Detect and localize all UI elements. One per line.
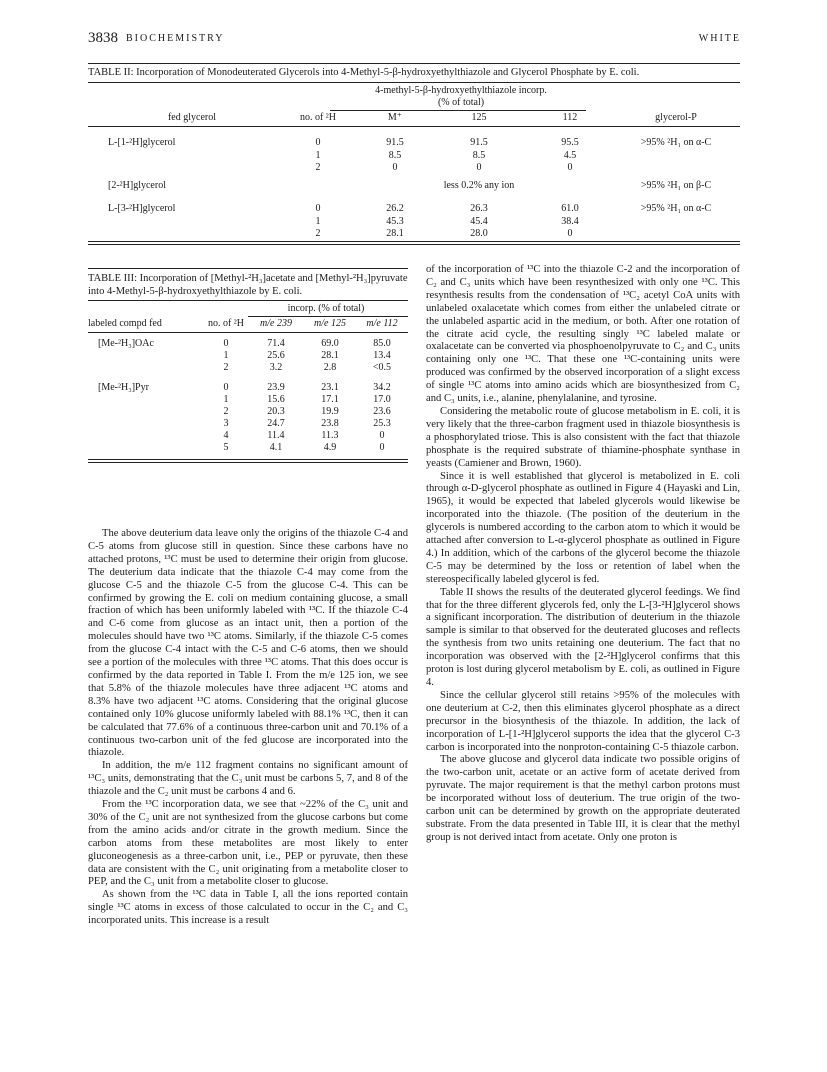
table-row: 1 8.5 8.5 4.5: [315, 149, 577, 161]
table2-group-subheader: (% of total): [437, 97, 485, 108]
table3-top-rule: [88, 268, 408, 269]
left-paragraph: As shown from the ¹³C data in Table I, all the ions reported contain single ¹³C atoms in excess of those calculated to occur in the C₂ and C₃ incorporated units. This increase is a result: [88, 889, 408, 927]
table3-group-rule: [248, 316, 408, 317]
table2-bottom-rule: [88, 241, 740, 245]
left-paragraph: The above deuterium data leave only the origins of the thiazole C-4 and C-5 atoms from glucose still in question. Since these carbons have no attached protons, ¹³C must be used to determine their origin from glucose. The deuterium data indicate that the thiazole C-4 may come from the glucose C-5 and the thiazole C-5 from the glucose C-4. This can be confirmed by growing the E. coli on medium containing glucose, a small fraction of which has been uniformly labeled with ¹³C. If the thiazole C-4 and C-6 come from glucose as an intact unit, then a portion of the molecules should have two ¹³C atoms. Similarly, if the thiazole C-5 comes from the glucose C-4 intact with the C-5 and C-6 atoms, then we should see a portion of the molecules with three ¹³C atoms. That this does occur is confirmed by the data reported in Table I. From the m/e 125 ion, we see that 5.8% of the thiazole molecules have three adjacent ¹³C atoms and 8.3% have two adjacent ¹³C atoms. Considering that the original glucose contained only 10% glucose uniformly labeled with 88.1% ¹³C, then it can be calculated that 77.6% of a continuous three-carbon unit and 70.1% of a continuous two-carbon unit of the fed glucose are incorporated into the thiazole.: [88, 528, 408, 759]
table3-header-rule: [88, 332, 408, 333]
table2-col-no2h: no. of ²H: [299, 112, 337, 123]
page-number: 3838: [88, 30, 118, 46]
table-row: 5 4.1 4.9 0: [223, 442, 385, 453]
table3-body-a: [88, 338, 408, 374]
table2-top-rule: [88, 63, 740, 64]
table3-head: [88, 318, 408, 330]
left-column: [88, 528, 408, 928]
table2-col-112: 112: [562, 112, 578, 123]
table-row: 4 11.4 11.3 0: [223, 430, 385, 441]
table-row: [2-²H]glycerol less 0.2% any ion >95% ²H₁ on β-C: [108, 180, 712, 191]
right-paragraph: of the incorporation of ¹³C into the thiazole C-2 and the incorporation of C₂ and C₃ units which have been resynthesized with only one ¹³C. This resynthesis results from the condensation of ¹³C₂ acetyl CoA units with unlabeled oxalacetate which comes from either the unlabeled citrate or the unlabeled aspartic acid in the medium, or both. After one rotation of the citrate acid cycle, the resulting singly ¹³C labeled malate or oxalacetate can be converted via phosphoenolpyruvate to C₂ and C₃ units containing only one ¹³C. That these one ¹³C-containing units were produced was confirmed by the observed incorporation of a slight excess of single ¹³C atoms into amino acids which are biosynthesized from C₂ and C₃ units, i.e., alanine, phenylalanine, and tyrosine.: [426, 264, 740, 405]
table2-caption-rule: [88, 82, 740, 83]
table2-header-rule: [88, 126, 740, 127]
table-row: 2 3.2 2.8 <0.5: [223, 362, 392, 373]
table2-body-c: [88, 203, 740, 241]
table3-col-cmp: labeled compd fed: [88, 318, 162, 329]
table3-col-112: m/e 112: [366, 318, 398, 329]
right-paragraph: The above glucose and glycerol data indicate two possible origins of the two-carbon unit, acetate or an active form of acetate derived from pyruvate. The major requirement is that the methyl carbon protons must be incorporated without loss of deuterium. The true origin of the two-carbon unit can be determined by growth on the appropriate deuterated substrate. From the data presented in Table III, it is clear that the methyl group is not derived intact from acetate. Only one proton is: [426, 754, 740, 843]
table3-header-row: [88, 318, 408, 330]
table2-col-125: 125: [471, 112, 487, 123]
table2-group-rule: [330, 110, 586, 111]
table3-caption-rule: [88, 300, 408, 301]
table2-col-gp: glycerol-P: [655, 112, 697, 123]
author-name: WHITE: [698, 33, 741, 44]
table2-header-row: [88, 112, 740, 125]
table2: [88, 112, 740, 125]
table3-col-no2h: no. of ²H: [207, 318, 245, 329]
table3-bottom-rule: [88, 459, 408, 463]
table3-col-125: m/e 125: [314, 318, 346, 329]
table-row: L-[1-²H]glycerol 0 91.5 91.5 95.5 >95% ²H₁ on α-C: [108, 137, 712, 148]
table2-group-header: 4-methyl-5-β-hydroxyethylthiazole incorp.: [375, 85, 547, 96]
table-row: 2 0 0 0: [315, 162, 573, 173]
table-row: 2 20.3 19.9 23.6: [223, 406, 391, 417]
table-row: [Me-²H₃]Pyr 0 23.9 23.1 34.2: [98, 382, 391, 393]
journal-name: BIOCHEMISTRY: [126, 33, 225, 44]
table3-col-239: m/e 239: [260, 318, 292, 329]
right-paragraph: Since the cellular glycerol still retains >95% of the molecules with one deuterium at C-2, then this eliminates glycerol phosphate as a direct precursor in the biosynthesis of the thiazole. In addition, the lack of incorporation of L-[1-²H]glycerol supports the idea that the glycerol C-3 carbon is incorporated into the nonproton-containing C-5 thiazole carbon.: [426, 689, 740, 753]
table2-caption: TABLE II: Incorporation of Monodeuterated Glycerols into 4-Methyl-5-β-hydroxyethylthiazole and Glycerol Phosphate by E. coli.: [88, 67, 640, 78]
table2-body-a: [88, 137, 740, 175]
table3-group-header: incorp. (% of total): [287, 303, 365, 314]
table2-col-fed: fed glycerol: [167, 112, 217, 123]
right-paragraph: Table II shows the results of the deuterated glycerol feedings. We find that for the three different glycerols fed, only the L-[3-²H]glycerol shows a significant incorporation. The distribution of deuterium in the thiazole sample is similar to that observed for the deuterated glucoses and reflects the synthesis from two units retaining one deuterium. The fact that no incorporation was observed with the [2-²H]glycerol confirms that this proton is lost during glycerol metabolism by E. coli, as outlined in Figure 4.: [426, 586, 740, 688]
table-row: [Me-²H₃]OAc 0 71.4 69.0 85.0: [98, 338, 391, 349]
table-row: 3 24.7 23.8 25.3: [223, 418, 391, 429]
table-row: 1 15.6 17.1 17.0: [223, 394, 391, 405]
table2-col-m: M⁺: [387, 112, 403, 123]
table-row: L-[3-²H]glycerol 0 26.2 26.3 61.0 >95% ²H₁ on α-C: [108, 203, 712, 214]
right-column: [426, 264, 740, 845]
table-row: 2 28.1 28.0 0: [315, 228, 573, 239]
table3-body-b: [88, 382, 408, 454]
right-paragraph: Considering the metabolic route of glucose metabolism in E. coli, it is very likely that the three-carbon fragment used in thiazole biosynthesis is a phosphorylated triose. This is also consistent with the fact that thiazole phosphate is the required substrate of thiamine-phosphate synthase in yeasts (Camiener and Brown, 1960).: [426, 405, 740, 469]
table-row: 1 45.3 45.4 38.4: [315, 215, 579, 227]
right-paragraph: Since it is well established that glycerol is metabolized in E. coli through α-D-glycerol phosphate as outlined in Figure 4 (Hayaski and Lin, 1965), it would be expected that labeled glycerols would likewise be incorporated into the thiazole. (The position of the deuterium in the glycerols is numbered according to the carbon atom to which it would be attached after conversion to L-α-glycerol phosphate as outlined in Figure 4.) In addition, which of the carbons of the glycerol become the thiazole C-5 may be determined by the loss or retention of label when the stereospecifically labeled glycerol is fed.: [426, 470, 740, 585]
left-paragraph: From the ¹³C incorporation data, we see that ~22% of the C₃ unit and 30% of the C₂ unit are not synthesized from the glucose carbons but come from the amino acids and/or citrate in the growth medium. Since the carbon atoms from these metabolites are most likely to enter gluconeogenesis as a three-carbon unit, i.e., PEP or pyruvate, then these data are consistent with the C₂ unit originating from a metabolite closer to PEP, and the C₃ unit from a metabolite closer to glucose.: [88, 799, 408, 888]
table-row: 1 25.6 28.1 13.4: [223, 350, 391, 361]
left-paragraph: In addition, the m/e 112 fragment contains no significant amount of ¹³C₃ units, demonstrating that the C₃ unit must be carbons 5, 7, and 8 of the thiazole and the C₂ unit must be carbons 4 and 6.: [88, 760, 408, 798]
table3-caption: TABLE III: Incorporation of [Methyl-²H₃]acetate and [Methyl-²H₃]pyruvate into 4-Methyl-5-β-hydroxyethylthiazole by E. coli.: [88, 273, 408, 297]
table2-body-b: [88, 180, 740, 193]
